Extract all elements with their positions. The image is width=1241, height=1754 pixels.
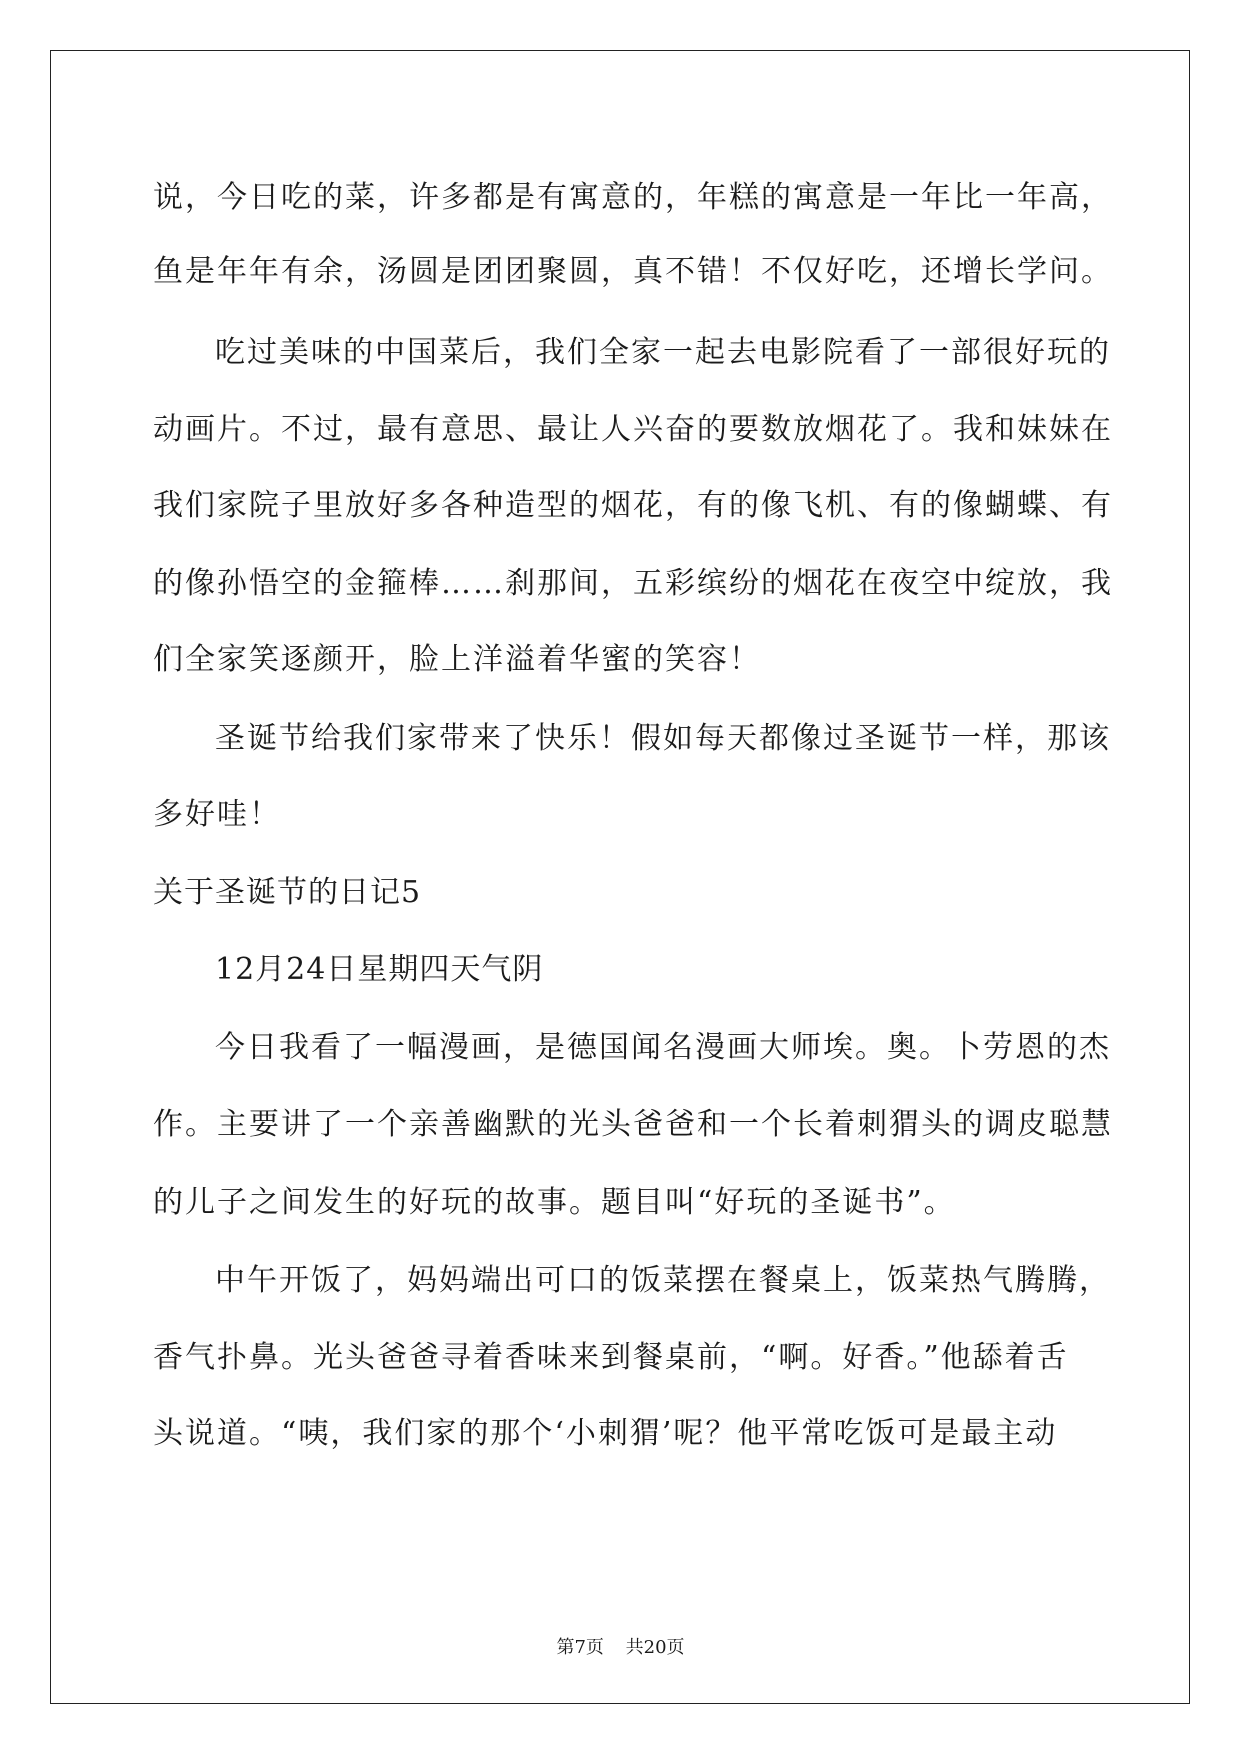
diary-date: 12月24日星期四天气阴 xyxy=(215,952,544,987)
paragraph-first-line: 圣诞节给我们家带来了快乐！假如每天都像过圣诞节一样，那该 xyxy=(215,721,1111,756)
text-line: 作。主要讲了一个亲善幽默的光头爸爸和一个长着刺猬头的调皮聪慧 xyxy=(153,1107,1113,1142)
text-line: 鱼是年年有余，汤圆是团团聚圆，真不错！不仅好吃，还增长学问。 xyxy=(153,254,1113,289)
text-line: 们全家笑逐颜开，脸上洋溢着华蜜的笑容！ xyxy=(153,642,761,677)
text-line: 我们家院子里放好多各种造型的烟花，有的像飞机、有的像蝴蝶、有 xyxy=(153,488,1113,523)
page-total: 共20页 xyxy=(625,1637,685,1658)
text-line: 的像孙悟空的金箍棒……刹那间，五彩缤纷的烟花在夜空中绽放，我 xyxy=(153,566,1113,601)
paragraph-first-line: 中午开饭了，妈妈端出可口的饭菜摆在餐桌上，饭菜热气腾腾， xyxy=(215,1263,1111,1298)
page-footer xyxy=(0,1636,1241,1660)
text-line: 多好哇！ xyxy=(153,797,281,832)
section-title: 关于圣诞节的日记5 xyxy=(153,875,422,910)
page-number: 第7页 xyxy=(556,1637,604,1658)
paragraph-first-line: 吃过美味的中国菜后，我们全家一起去电影院看了一部很好玩的 xyxy=(215,335,1111,370)
text-line: 头说道。“咦，我们家的那个‘小刺猬’呢？他平常吃饭可是最主动 xyxy=(153,1416,1058,1451)
text-line: 香气扑鼻。光头爸爸寻着香味来到餐桌前，“啊。好香。”他舔着舌 xyxy=(153,1340,1069,1375)
text-line: 动画片。不过，最有意思、最让人兴奋的要数放烟花了。我和妹妹在 xyxy=(153,412,1113,447)
text-line: 说，今日吃的菜，许多都是有寓意的，年糕的寓意是一年比一年高， xyxy=(153,180,1113,215)
paragraph-first-line: 今日我看了一幅漫画，是德国闻名漫画大师埃。奥。卜劳恩的杰 xyxy=(215,1030,1111,1065)
text-line: 的儿子之间发生的好玩的故事。题目叫“好玩的圣诞书”。 xyxy=(153,1185,956,1220)
